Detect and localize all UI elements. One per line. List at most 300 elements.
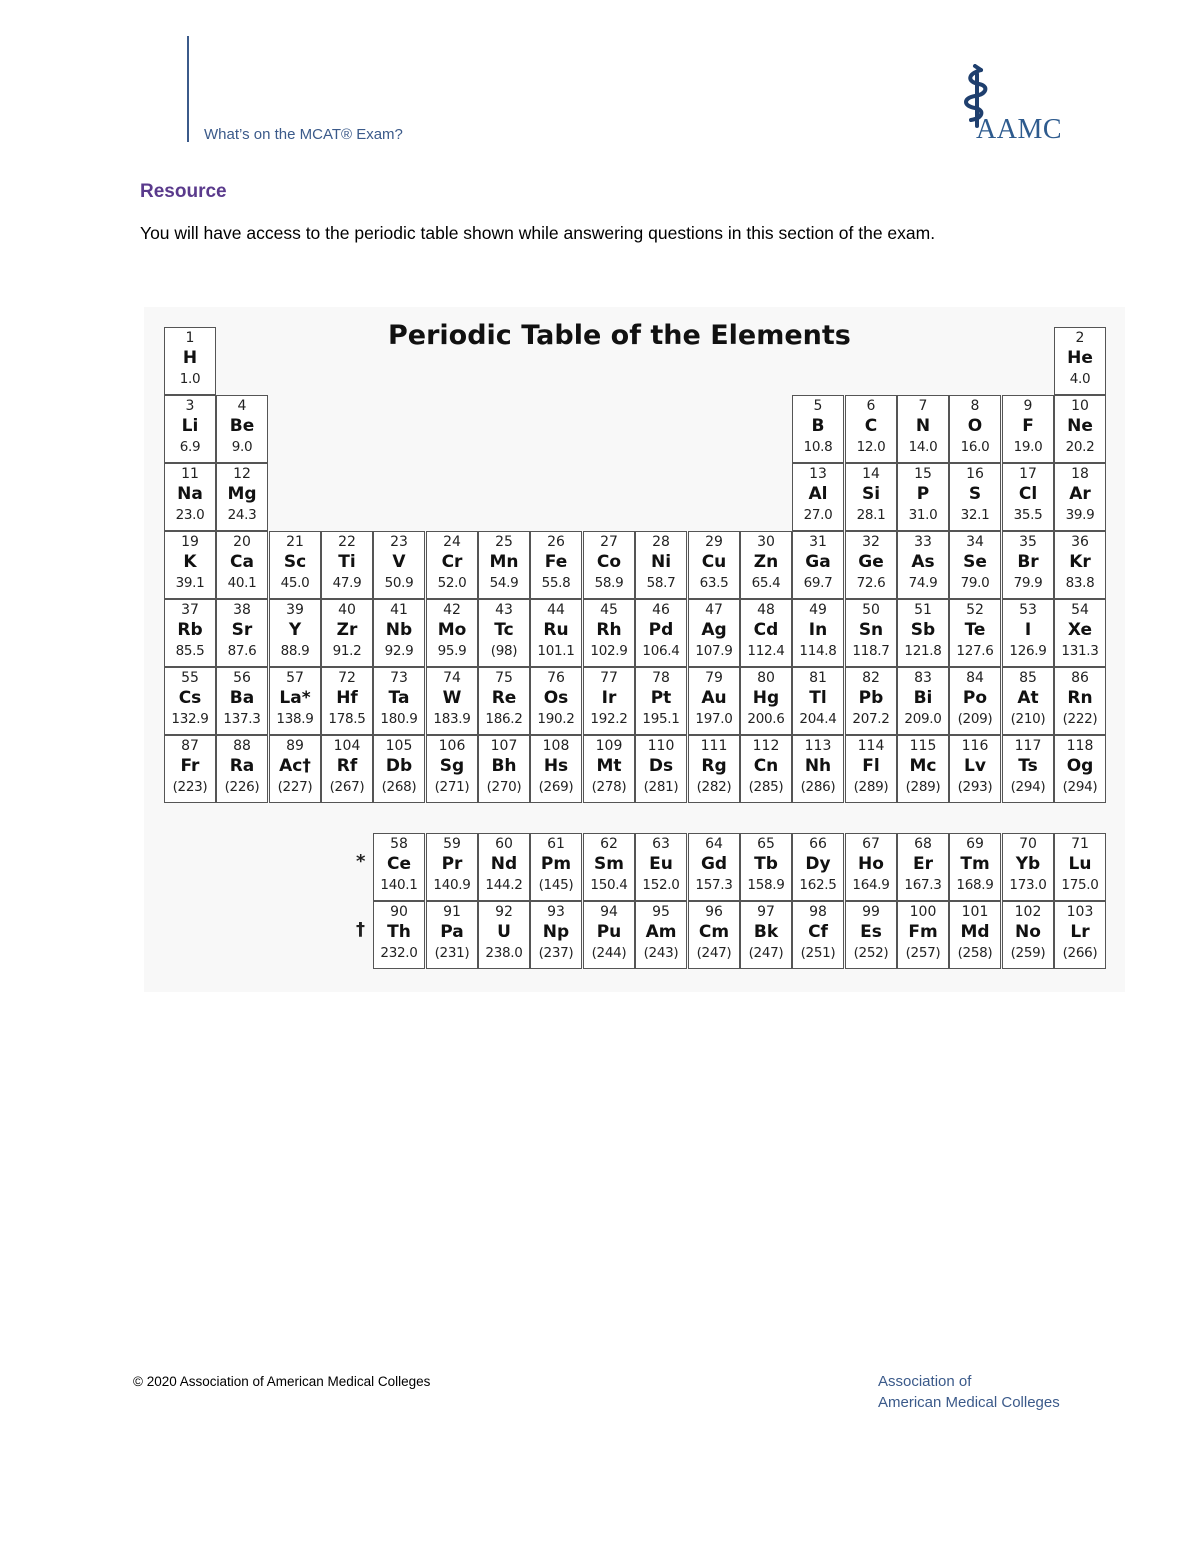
atomic-mass: 20.2 xyxy=(1065,439,1095,455)
atomic-number: 95 xyxy=(652,904,670,920)
atomic-number: 26 xyxy=(547,534,565,550)
element-cell-67 xyxy=(845,833,897,901)
element-cell-39 xyxy=(269,599,321,667)
atomic-number: 73 xyxy=(390,670,408,686)
atomic-mass: (282) xyxy=(696,779,732,795)
atomic-number: 14 xyxy=(862,466,880,482)
atomic-number: 39 xyxy=(286,602,304,618)
element-symbol: Tc xyxy=(494,620,514,640)
element-symbol: Ra xyxy=(229,756,255,776)
atomic-mass: 183.9 xyxy=(433,711,471,727)
atomic-number: 6 xyxy=(866,398,876,414)
element-cell-8 xyxy=(949,395,1001,463)
element-cell-31 xyxy=(792,531,844,599)
element-symbol: Fl xyxy=(862,756,880,776)
atomic-number: 94 xyxy=(600,904,618,920)
element-cell-71 xyxy=(1054,833,1106,901)
element-cell-113 xyxy=(792,735,844,803)
atomic-mass: 152.0 xyxy=(642,877,680,893)
element-cell-4 xyxy=(216,395,268,463)
atomic-number: 48 xyxy=(757,602,775,618)
element-cell-74 xyxy=(426,667,478,735)
element-symbol: Es xyxy=(860,922,882,942)
atomic-mass: (258) xyxy=(957,945,993,961)
atomic-number: 101 xyxy=(961,904,989,920)
atomic-mass: 72.6 xyxy=(856,575,886,591)
element-symbol: Nd xyxy=(490,854,518,874)
element-cell-72 xyxy=(321,667,373,735)
element-symbol: Mc xyxy=(909,756,937,776)
element-symbol: No xyxy=(1015,922,1041,942)
atomic-mass: (268) xyxy=(381,779,417,795)
atomic-number: 82 xyxy=(862,670,880,686)
atomic-number: 22 xyxy=(338,534,356,550)
atomic-mass: 39.9 xyxy=(1065,507,1095,523)
atomic-number: 1 xyxy=(185,330,195,346)
element-symbol: Pm xyxy=(540,854,572,874)
element-symbol: Ac† xyxy=(279,756,311,776)
element-cell-18 xyxy=(1054,463,1106,531)
atomic-number: 55 xyxy=(181,670,199,686)
element-cell-92 xyxy=(478,901,530,969)
atomic-mass: 207.2 xyxy=(852,711,890,727)
element-symbol: Mg xyxy=(227,484,257,504)
element-cell-50 xyxy=(845,599,897,667)
element-symbol: Kr xyxy=(1069,552,1091,572)
aamc-logo-text: AAMC xyxy=(976,114,1063,145)
element-cell-56 xyxy=(216,667,268,735)
element-cell-52 xyxy=(949,599,1001,667)
atomic-mass: 126.9 xyxy=(1009,643,1047,659)
element-cell-36 xyxy=(1054,531,1106,599)
atomic-mass: (247) xyxy=(748,945,784,961)
element-symbol: P xyxy=(916,484,930,504)
element-cell-100 xyxy=(897,901,949,969)
atomic-number: 47 xyxy=(705,602,723,618)
atomic-number: 19 xyxy=(181,534,199,550)
element-cell-102 xyxy=(1002,901,1054,969)
element-cell-27 xyxy=(583,531,635,599)
element-symbol: Ho xyxy=(858,854,884,874)
atomic-number: 50 xyxy=(862,602,880,618)
copyright: © 2020 Association of American Medical Colleges xyxy=(133,1374,431,1389)
atomic-number: 15 xyxy=(914,466,932,482)
atomic-number: 91 xyxy=(443,904,461,920)
element-symbol: Fe xyxy=(544,552,568,572)
atomic-number: 103 xyxy=(1066,904,1094,920)
element-cell-104 xyxy=(321,735,373,803)
section-heading: Resource xyxy=(140,181,227,202)
atomic-number: 56 xyxy=(233,670,251,686)
atomic-mass: 35.5 xyxy=(1013,507,1043,523)
atomic-mass: 47.9 xyxy=(332,575,362,591)
element-cell-58 xyxy=(373,833,425,901)
element-cell-97 xyxy=(740,901,792,969)
atomic-number: 72 xyxy=(338,670,356,686)
element-cell-42 xyxy=(426,599,478,667)
element-cell-20 xyxy=(216,531,268,599)
atomic-mass: 114.8 xyxy=(799,643,837,659)
atomic-number: 61 xyxy=(547,836,565,852)
element-symbol: Cm xyxy=(698,922,730,942)
element-cell-38 xyxy=(216,599,268,667)
element-symbol: Br xyxy=(1017,552,1039,572)
atomic-mass: (294) xyxy=(1062,779,1098,795)
atomic-mass: 12.0 xyxy=(856,439,886,455)
atomic-mass: 58.7 xyxy=(646,575,676,591)
element-cell-70 xyxy=(1002,833,1054,901)
atomic-number: 8 xyxy=(970,398,980,414)
atomic-mass: 31.0 xyxy=(908,507,938,523)
atomic-number: 21 xyxy=(286,534,304,550)
atomic-mass: 150.4 xyxy=(590,877,628,893)
atomic-number: 38 xyxy=(233,602,251,618)
element-cell-17 xyxy=(1002,463,1054,531)
atomic-number: 51 xyxy=(914,602,932,618)
element-symbol: Lv xyxy=(964,756,986,776)
atomic-number: 115 xyxy=(909,738,937,754)
element-symbol: In xyxy=(808,620,828,640)
element-symbol: Am xyxy=(645,922,677,942)
atomic-mass: 106.4 xyxy=(642,643,680,659)
element-cell-90 xyxy=(373,901,425,969)
element-cell-11 xyxy=(164,463,216,531)
atomic-mass: 238.0 xyxy=(485,945,523,961)
atomic-mass: 28.1 xyxy=(856,507,886,523)
element-symbol: Tb xyxy=(754,854,778,874)
atomic-number: 106 xyxy=(438,738,466,754)
element-symbol: Tm xyxy=(960,854,990,874)
element-symbol: Te xyxy=(964,620,986,640)
element-cell-93 xyxy=(530,901,582,969)
element-cell-76 xyxy=(530,667,582,735)
atomic-mass: (222) xyxy=(1062,711,1098,727)
element-symbol: V xyxy=(392,552,406,572)
element-cell-34 xyxy=(949,531,1001,599)
element-symbol: Hg xyxy=(752,688,780,708)
atomic-mass: 50.9 xyxy=(384,575,414,591)
element-symbol: Dy xyxy=(805,854,831,874)
element-cell-75 xyxy=(478,667,530,735)
atomic-mass: (294) xyxy=(1010,779,1046,795)
element-cell-115 xyxy=(897,735,949,803)
atomic-mass: 40.1 xyxy=(227,575,257,591)
atomic-mass: 180.9 xyxy=(380,711,418,727)
atomic-number: 33 xyxy=(914,534,932,550)
atomic-number: 43 xyxy=(495,602,513,618)
atomic-number: 29 xyxy=(705,534,723,550)
element-symbol: Cs xyxy=(178,688,202,708)
atomic-mass: 39.1 xyxy=(175,575,205,591)
atomic-number: 62 xyxy=(600,836,618,852)
element-symbol: Cu xyxy=(701,552,727,572)
atomic-mass: 87.6 xyxy=(227,643,257,659)
element-cell-33 xyxy=(897,531,949,599)
atomic-mass: 19.0 xyxy=(1013,439,1043,455)
element-symbol: F xyxy=(1022,416,1034,436)
atomic-mass: (266) xyxy=(1062,945,1098,961)
atomic-mass: 190.2 xyxy=(537,711,575,727)
element-cell-114 xyxy=(845,735,897,803)
element-symbol: C xyxy=(864,416,878,436)
atomic-mass: (293) xyxy=(957,779,993,795)
periodic-table-title: Periodic Table of the Elements xyxy=(388,320,851,351)
element-cell-45 xyxy=(583,599,635,667)
element-cell-88 xyxy=(216,735,268,803)
atomic-number: 104 xyxy=(333,738,361,754)
element-cell-62 xyxy=(583,833,635,901)
atomic-number: 109 xyxy=(595,738,623,754)
element-cell-12 xyxy=(216,463,268,531)
element-symbol: At xyxy=(1017,688,1039,708)
element-cell-53 xyxy=(1002,599,1054,667)
atomic-number: 27 xyxy=(600,534,618,550)
atomic-mass: (289) xyxy=(853,779,889,795)
atomic-mass: (226) xyxy=(224,779,260,795)
element-symbol: La* xyxy=(279,688,311,708)
atomic-mass: 209.0 xyxy=(904,711,942,727)
atomic-mass: 144.2 xyxy=(485,877,523,893)
element-symbol: S xyxy=(968,484,982,504)
atomic-mass: 65.4 xyxy=(751,575,781,591)
atomic-mass: (257) xyxy=(905,945,941,961)
atomic-number: 77 xyxy=(600,670,618,686)
atomic-number: 5 xyxy=(813,398,823,414)
atomic-number: 71 xyxy=(1071,836,1089,852)
element-symbol: Ca xyxy=(230,552,254,572)
atomic-number: 87 xyxy=(181,738,199,754)
atomic-number: 18 xyxy=(1071,466,1089,482)
element-cell-103 xyxy=(1054,901,1106,969)
element-cell-32 xyxy=(845,531,897,599)
atomic-mass: 162.5 xyxy=(799,877,837,893)
element-symbol: Se xyxy=(963,552,987,572)
element-cell-116 xyxy=(949,735,1001,803)
atomic-mass: 27.0 xyxy=(803,507,833,523)
element-cell-118 xyxy=(1054,735,1106,803)
element-symbol: He xyxy=(1067,348,1093,368)
element-cell-35 xyxy=(1002,531,1054,599)
atomic-number: 65 xyxy=(757,836,775,852)
atomic-number: 111 xyxy=(700,738,728,754)
atomic-number: 70 xyxy=(1019,836,1037,852)
element-symbol: Sg xyxy=(439,756,465,776)
element-cell-94 xyxy=(583,901,635,969)
element-symbol: Sr xyxy=(231,620,253,640)
atomic-mass: 32.1 xyxy=(960,507,990,523)
atomic-mass: 52.0 xyxy=(437,575,467,591)
atomic-mass: 1.0 xyxy=(179,371,201,387)
element-cell-14 xyxy=(845,463,897,531)
atomic-number: 4 xyxy=(237,398,247,414)
element-cell-43 xyxy=(478,599,530,667)
element-cell-47 xyxy=(688,599,740,667)
atomic-number: 28 xyxy=(652,534,670,550)
atomic-number: 68 xyxy=(914,836,932,852)
element-cell-66 xyxy=(792,833,844,901)
element-cell-107 xyxy=(478,735,530,803)
atomic-number: 12 xyxy=(233,466,251,482)
element-cell-110 xyxy=(635,735,687,803)
atomic-number: 110 xyxy=(647,738,675,754)
atomic-number: 10 xyxy=(1071,398,1089,414)
atomic-mass: (98) xyxy=(490,643,518,659)
element-symbol: Co xyxy=(596,552,622,572)
atomic-number: 53 xyxy=(1019,602,1037,618)
element-symbol: Cr xyxy=(441,552,463,572)
element-cell-55 xyxy=(164,667,216,735)
atomic-mass: 101.1 xyxy=(537,643,575,659)
footer-org-line-1: Association of xyxy=(878,1373,972,1390)
atomic-number: 79 xyxy=(705,670,723,686)
element-cell-29 xyxy=(688,531,740,599)
atomic-number: 85 xyxy=(1019,670,1037,686)
element-symbol: Mo xyxy=(437,620,467,640)
element-symbol: Li xyxy=(181,416,199,436)
atomic-number: 2 xyxy=(1075,330,1085,346)
atomic-mass: 74.9 xyxy=(908,575,938,591)
element-symbol: Gd xyxy=(700,854,728,874)
element-symbol: Ni xyxy=(650,552,672,572)
element-cell-22 xyxy=(321,531,373,599)
atomic-number: 25 xyxy=(495,534,513,550)
atomic-mass: 178.5 xyxy=(328,711,366,727)
element-cell-25 xyxy=(478,531,530,599)
atomic-number: 67 xyxy=(862,836,880,852)
atomic-number: 93 xyxy=(547,904,565,920)
atomic-number: 80 xyxy=(757,670,775,686)
atomic-number: 75 xyxy=(495,670,513,686)
element-symbol: Pu xyxy=(596,922,622,942)
element-cell-57 xyxy=(269,667,321,735)
atomic-mass: (243) xyxy=(643,945,679,961)
atomic-mass: (271) xyxy=(434,779,470,795)
element-symbol: Cf xyxy=(808,922,828,942)
element-symbol: Sm xyxy=(594,854,624,874)
atomic-mass: 121.8 xyxy=(904,643,942,659)
atomic-mass: 107.9 xyxy=(695,643,733,659)
atomic-number: 45 xyxy=(600,602,618,618)
atomic-number: 60 xyxy=(495,836,513,852)
atomic-mass: 175.0 xyxy=(1061,877,1099,893)
element-symbol: Fm xyxy=(908,922,938,942)
atomic-number: 59 xyxy=(443,836,461,852)
atomic-mass: 45.0 xyxy=(280,575,310,591)
atomic-number: 42 xyxy=(443,602,461,618)
element-cell-37 xyxy=(164,599,216,667)
atomic-mass: 102.9 xyxy=(590,643,628,659)
element-cell-111 xyxy=(688,735,740,803)
element-cell-101 xyxy=(949,901,1001,969)
atomic-mass: 140.1 xyxy=(380,877,418,893)
header-divider xyxy=(187,36,189,142)
element-symbol: Th xyxy=(387,922,411,942)
element-cell-87 xyxy=(164,735,216,803)
element-symbol: Bh xyxy=(491,756,517,776)
atomic-mass: 55.8 xyxy=(541,575,571,591)
element-symbol: Er xyxy=(913,854,933,874)
atomic-mass: 79.0 xyxy=(960,575,990,591)
atomic-number: 3 xyxy=(185,398,195,414)
atomic-mass: (223) xyxy=(172,779,208,795)
atomic-mass: 88.9 xyxy=(280,643,310,659)
element-symbol: I xyxy=(1024,620,1032,640)
atomic-mass: 195.1 xyxy=(642,711,680,727)
atomic-mass: 140.9 xyxy=(433,877,471,893)
element-cell-1 xyxy=(164,327,216,395)
element-cell-89 xyxy=(269,735,321,803)
element-symbol: Si xyxy=(861,484,881,504)
atomic-number: 78 xyxy=(652,670,670,686)
element-cell-106 xyxy=(426,735,478,803)
element-symbol: Xe xyxy=(1067,620,1093,640)
element-symbol: Sb xyxy=(910,620,936,640)
element-symbol: Bi xyxy=(913,688,933,708)
atomic-mass: (252) xyxy=(853,945,889,961)
atomic-mass: 79.9 xyxy=(1013,575,1043,591)
element-cell-13 xyxy=(792,463,844,531)
atomic-number: 112 xyxy=(752,738,780,754)
atomic-mass: 173.0 xyxy=(1009,877,1047,893)
atomic-mass: 9.0 xyxy=(231,439,253,455)
atomic-number: 118 xyxy=(1066,738,1094,754)
atomic-mass: (244) xyxy=(591,945,627,961)
element-symbol: Pa xyxy=(440,922,464,942)
atomic-mass: (267) xyxy=(329,779,365,795)
atomic-mass: (286) xyxy=(800,779,836,795)
element-symbol: Ru xyxy=(543,620,569,640)
element-cell-19 xyxy=(164,531,216,599)
element-symbol: Zn xyxy=(753,552,779,572)
element-cell-15 xyxy=(897,463,949,531)
element-cell-2 xyxy=(1054,327,1106,395)
element-symbol: Sn xyxy=(858,620,884,640)
atomic-number: 46 xyxy=(652,602,670,618)
element-symbol: Rh xyxy=(596,620,622,640)
element-cell-41 xyxy=(373,599,425,667)
element-symbol: Mn xyxy=(489,552,519,572)
element-symbol: Ag xyxy=(701,620,727,640)
lanthanide-marker: * xyxy=(356,851,366,872)
intro-text: You will have access to the periodic table shown while answering questions in this section of the exam. xyxy=(140,223,936,243)
atomic-number: 99 xyxy=(862,904,880,920)
element-cell-21 xyxy=(269,531,321,599)
atomic-number: 81 xyxy=(809,670,827,686)
atomic-number: 84 xyxy=(966,670,984,686)
atomic-number: 89 xyxy=(286,738,304,754)
element-cell-46 xyxy=(635,599,687,667)
element-symbol: Ds xyxy=(648,756,674,776)
element-symbol: Na xyxy=(177,484,203,504)
element-symbol: Ga xyxy=(805,552,831,572)
element-symbol: As xyxy=(911,552,935,572)
footer-org-name xyxy=(878,1371,1060,1413)
atomic-number: 66 xyxy=(809,836,827,852)
element-symbol: Ta xyxy=(388,688,410,708)
atomic-number: 30 xyxy=(757,534,775,550)
element-cell-48 xyxy=(740,599,792,667)
element-symbol: Md xyxy=(960,922,990,942)
element-symbol: Hs xyxy=(543,756,569,776)
element-symbol: Au xyxy=(701,688,727,708)
atomic-number: 32 xyxy=(862,534,880,550)
atomic-number: 96 xyxy=(705,904,723,920)
atomic-number: 13 xyxy=(809,466,827,482)
atomic-mass: 158.9 xyxy=(747,877,785,893)
element-symbol: Zr xyxy=(336,620,358,640)
element-symbol: Rg xyxy=(701,756,727,776)
atomic-mass: (247) xyxy=(696,945,732,961)
